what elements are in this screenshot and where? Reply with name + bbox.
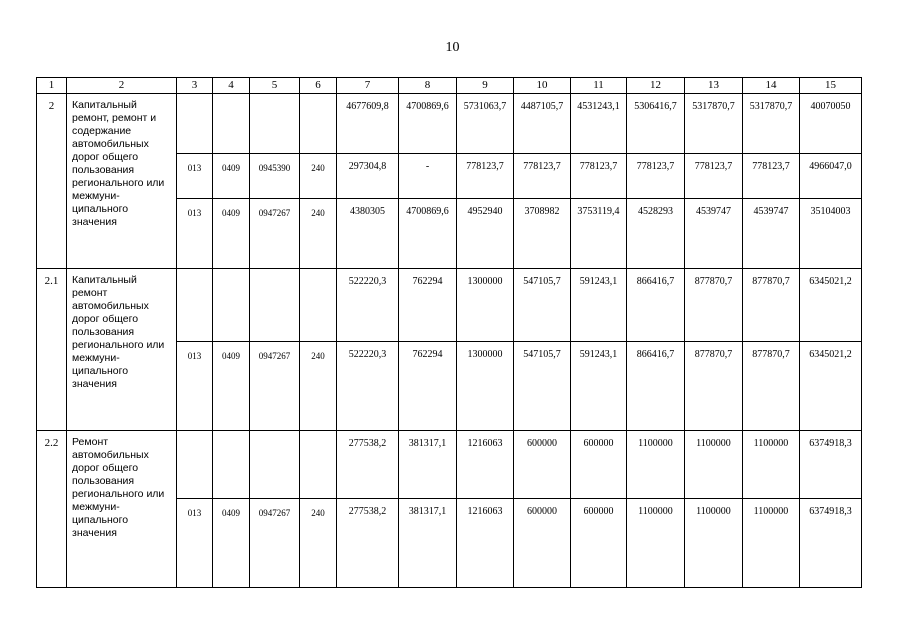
value-cell: 600000 [514,431,571,499]
value-cell: 5731063,7 [457,94,514,154]
value-cell: 1216063 [457,499,514,588]
code-cell [177,269,213,342]
value-cell: 762294 [399,269,457,342]
page-number: 10 [445,40,460,55]
column-header-4: 4 [213,78,250,94]
column-header-15: 15 [800,78,862,94]
value-cell: 40070050 [800,94,862,154]
code-cell: 240 [300,499,337,588]
code-cell [300,431,337,499]
value-cell: 866416,7 [627,342,685,431]
code-cell [213,431,250,499]
code-cell [250,269,300,342]
value-cell: 591243,1 [571,342,627,431]
column-header-10: 10 [514,78,571,94]
value-cell: 6374918,3 [800,499,862,588]
row-number: 2.1 [37,269,67,431]
value-cell: 4539747 [685,199,743,269]
value-cell: 1100000 [627,499,685,588]
code-cell [213,94,250,154]
column-header-3: 3 [177,78,213,94]
value-cell: 522220,3 [337,342,399,431]
value-cell: 600000 [514,499,571,588]
value-cell: 1300000 [457,342,514,431]
column-header-7: 7 [337,78,399,94]
table-row [37,269,862,342]
value-cell: 877870,7 [685,342,743,431]
value-cell: 547105,7 [514,342,571,431]
column-header-2: 2 [67,78,177,94]
table-body [37,78,862,588]
column-header-6: 6 [300,78,337,94]
value-cell: 5317870,7 [743,94,800,154]
row-name: Ремонт автомобильных дорог общего пользования регионального или межмуни-ципального значения [67,431,177,588]
budget-table [36,77,862,588]
code-cell: 0947267 [250,499,300,588]
value-cell: 4700869,6 [399,94,457,154]
value-cell: - [399,154,457,199]
code-cell: 013 [177,342,213,431]
code-cell: 0409 [213,499,250,588]
value-cell: 3708982 [514,199,571,269]
column-header-1: 1 [37,78,67,94]
table-row [37,94,862,154]
value-cell: 3753119,4 [571,199,627,269]
value-cell: 5317870,7 [685,94,743,154]
code-cell: 013 [177,499,213,588]
value-cell: 877870,7 [743,269,800,342]
value-cell: 1100000 [743,499,800,588]
header-row [37,78,862,94]
value-cell: 4487105,7 [514,94,571,154]
value-cell: 877870,7 [743,342,800,431]
value-cell: 600000 [571,499,627,588]
row-number: 2.2 [37,431,67,588]
code-cell [300,94,337,154]
value-cell: 35104003 [800,199,862,269]
code-cell: 0947267 [250,199,300,269]
value-cell: 4539747 [743,199,800,269]
code-cell: 240 [300,199,337,269]
code-cell [250,94,300,154]
value-cell: 778123,7 [514,154,571,199]
column-header-9: 9 [457,78,514,94]
code-cell [177,431,213,499]
value-cell: 4966047,0 [800,154,862,199]
row-name: Капитальный ремонт, ремонт и содержание автомобильных дорог общего пользования регионального или межмуни-ципального значения [67,94,177,269]
value-cell: 866416,7 [627,269,685,342]
code-cell: 0947267 [250,342,300,431]
value-cell: 277538,2 [337,499,399,588]
table-row [37,431,862,499]
code-cell: 240 [300,342,337,431]
code-cell [300,269,337,342]
code-cell: 0409 [213,154,250,199]
value-cell: 381317,1 [399,499,457,588]
column-header-13: 13 [685,78,743,94]
code-cell: 240 [300,154,337,199]
value-cell: 1100000 [685,499,743,588]
code-cell: 0409 [213,342,250,431]
value-cell: 297304,8 [337,154,399,199]
value-cell: 778123,7 [685,154,743,199]
value-cell: 522220,3 [337,269,399,342]
code-cell [250,431,300,499]
value-cell: 6345021,2 [800,342,862,431]
value-cell: 1100000 [685,431,743,499]
value-cell: 4952940 [457,199,514,269]
column-header-8: 8 [399,78,457,94]
value-cell: 1300000 [457,269,514,342]
value-cell: 4380305 [337,199,399,269]
value-cell: 1100000 [627,431,685,499]
value-cell: 6374918,3 [800,431,862,499]
value-cell: 381317,1 [399,431,457,499]
code-cell: 013 [177,154,213,199]
column-header-11: 11 [571,78,627,94]
row-number: 2 [37,94,67,269]
value-cell: 762294 [399,342,457,431]
value-cell: 778123,7 [571,154,627,199]
value-cell: 4677609,8 [337,94,399,154]
column-header-14: 14 [743,78,800,94]
code-cell: 0945390 [250,154,300,199]
value-cell: 591243,1 [571,269,627,342]
value-cell: 6345021,2 [800,269,862,342]
value-cell: 1216063 [457,431,514,499]
code-cell [177,94,213,154]
column-header-12: 12 [627,78,685,94]
value-cell: 4700869,6 [399,199,457,269]
value-cell: 277538,2 [337,431,399,499]
value-cell: 4531243,1 [571,94,627,154]
value-cell: 778123,7 [627,154,685,199]
value-cell: 778123,7 [743,154,800,199]
code-cell: 013 [177,199,213,269]
value-cell: 1100000 [743,431,800,499]
value-cell: 5306416,7 [627,94,685,154]
value-cell: 877870,7 [685,269,743,342]
value-cell: 4528293 [627,199,685,269]
value-cell: 600000 [571,431,627,499]
column-header-5: 5 [250,78,300,94]
row-name: Капитальный ремонт автомобильных дорог общего пользования регионального или межмуни-ципального значения [67,269,177,431]
value-cell: 547105,7 [514,269,571,342]
code-cell: 0409 [213,199,250,269]
code-cell [213,269,250,342]
value-cell: 778123,7 [457,154,514,199]
